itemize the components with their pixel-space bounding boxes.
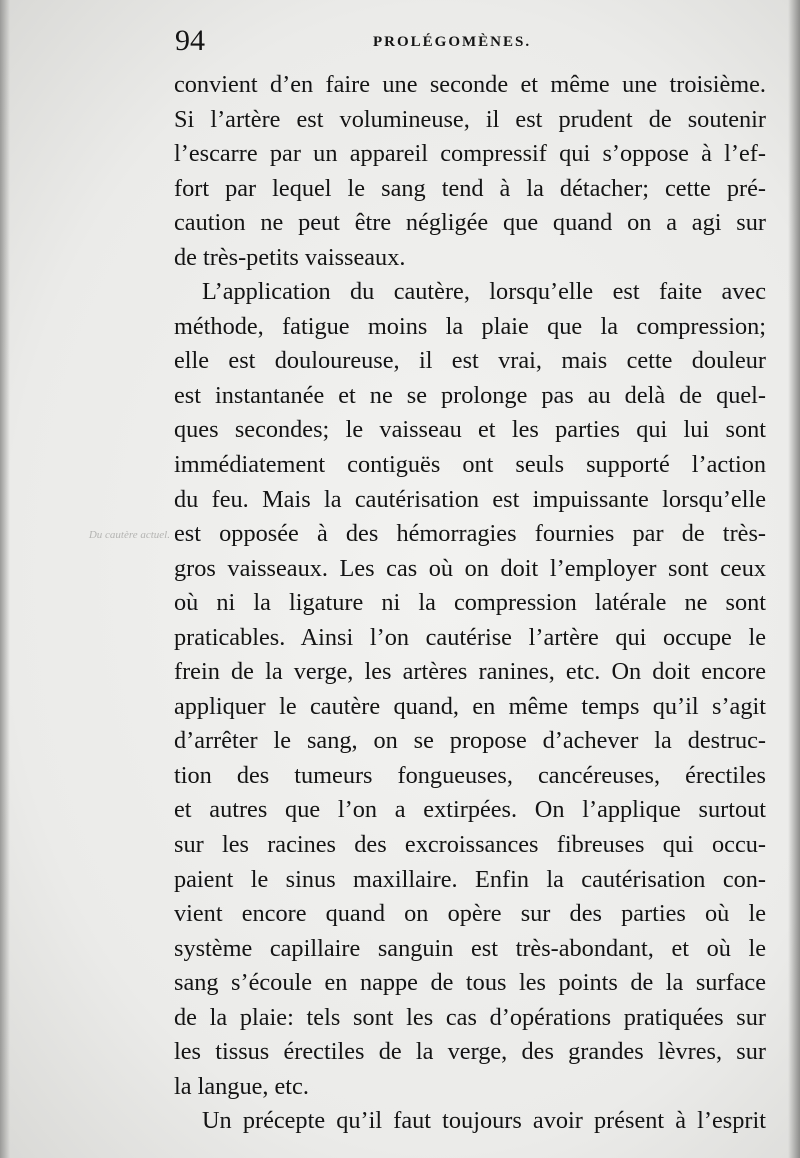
text-line: Si l’artère est volumineuse, il est prudent de soutenir (174, 105, 766, 133)
text-line: méthode, fatigue moins la plaie que la compression; (174, 312, 766, 340)
text-line: fort par lequel le sang tend à la détacher; cette pré- (174, 174, 766, 202)
text-line: gros vaisseaux. Les cas où on doit l’employer sont ceux (174, 554, 766, 582)
text-line: praticables. Ainsi l’on cautérise l’artère qui occupe le (174, 623, 766, 651)
text-line: du feu. Mais la cautérisation est impuissante lorsqu’elle (174, 485, 766, 513)
page-number: 94 (175, 24, 205, 57)
text-line: de la plaie: tels sont les cas d’opérations pratiquées sur (174, 1003, 766, 1031)
text-line: l’escarre par un appareil compressif qui s’oppose à l’ef- (174, 140, 766, 168)
text-line: paient le sinus maxillaire. Enfin la cautérisation con- (174, 865, 766, 893)
text-line: ques secondes; le vaisseau et les parties qui lui sont (174, 416, 766, 444)
margin-note: Du cautère actuel. (88, 529, 170, 541)
text-line: sang s’écoule en nappe de tous les points de la surface (174, 969, 766, 997)
text-line: appliquer le cautère quand, en même temps qu’il s’agit (174, 692, 766, 720)
text-line: et autres que l’on a extirpées. On l’applique surtout (174, 796, 766, 824)
text-line: L’application du cautère, lorsqu’elle est faite avec (202, 278, 766, 306)
page-right-edge-shadow (788, 0, 800, 1158)
text-line: frein de la verge, les artères ranines, etc. On doit encore (174, 658, 766, 686)
text-line: Un précepte qu’il faut toujours avoir présent à l’esprit (202, 1107, 766, 1135)
text-line: convient d’en faire une seconde et même une troisième. (174, 71, 766, 98)
page-left-edge-shadow (0, 0, 10, 1158)
text-line: caution ne peut être négligée que quand on a agi sur (174, 209, 766, 237)
text-line: vient encore quand on opère sur des parties où le (174, 900, 766, 928)
text-line: tion des tumeurs fongueuses, cancéreuses, érectiles (174, 761, 766, 789)
text-line: où ni la ligature ni la compression latérale ne sont (174, 589, 766, 617)
text-line: sur les racines des excroissances fibreuses qui occu- (174, 831, 766, 859)
text-line: système capillaire sanguin est très-abondant, et où le (174, 934, 766, 962)
text-line: est opposée à des hémorragies fournies par de très- (174, 520, 766, 548)
page-header (175, 22, 765, 62)
text-line: immédiatement contiguës ont seuls supporté l’action (174, 451, 766, 479)
text-line: d’arrêter le sang, on se propose d’achever la destruc- (174, 727, 766, 755)
body-text (174, 68, 766, 1139)
text-line: la langue, etc. (174, 1072, 309, 1100)
text-line: de très-petits vaisseaux. (174, 243, 406, 271)
text-line: elle est douloureuse, il est vrai, mais cette douleur (174, 347, 766, 375)
text-line: est instantanée et ne se prolonge pas au delà de quel- (174, 381, 766, 409)
running-head: PROLÉGOMÈNES. (373, 34, 532, 50)
text-line: les tissus érectiles de la verge, des grandes lèvres, sur (174, 1038, 766, 1066)
